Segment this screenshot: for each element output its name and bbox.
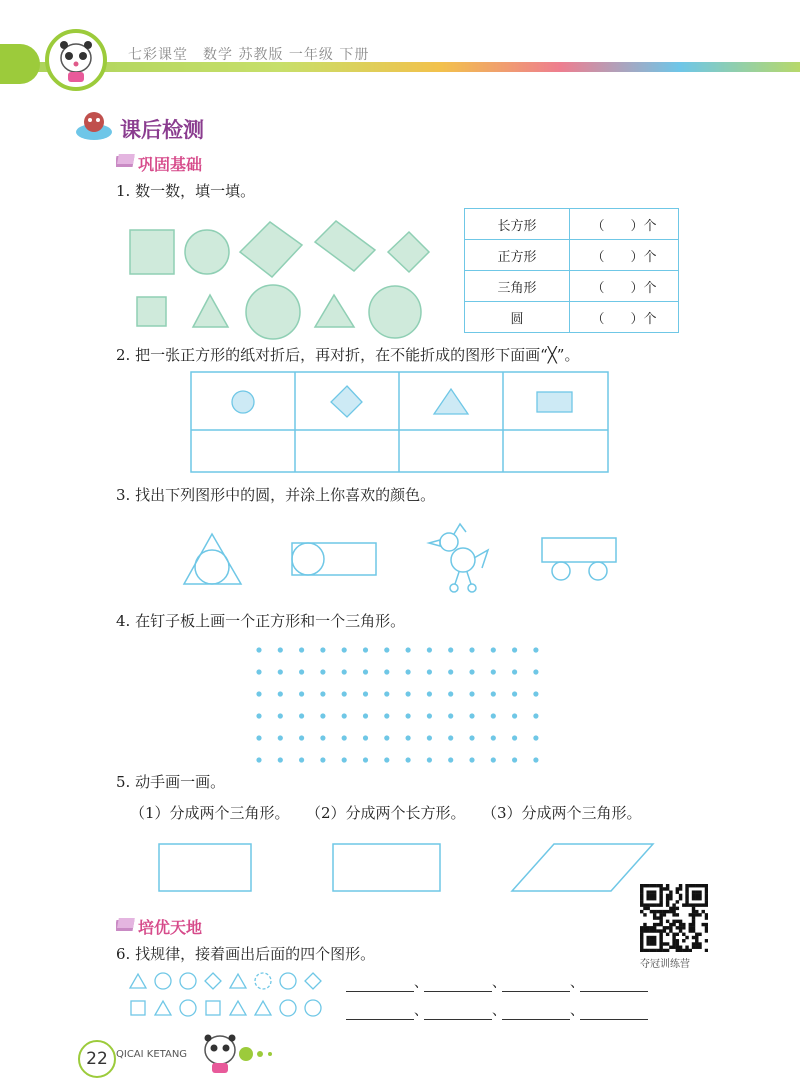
peg-dot[interactable] [533, 669, 538, 674]
peg-dot[interactable] [384, 647, 389, 652]
peg-dot[interactable] [512, 735, 517, 740]
option-triangle [434, 389, 468, 414]
peg-dot[interactable] [469, 713, 474, 718]
q3-figures[interactable] [170, 512, 630, 602]
peg-dot[interactable] [512, 691, 517, 696]
question-5: 5. 动手画一画。 [116, 773, 226, 791]
peg-dot[interactable] [278, 691, 283, 696]
peg-dot[interactable] [491, 735, 496, 740]
peg-dot[interactable] [256, 735, 261, 740]
shape-circle [246, 285, 300, 339]
q5-rectangle-1 [159, 844, 251, 891]
shape-rectangle-rotated [315, 221, 375, 271]
shape-triangle [193, 295, 228, 327]
peg-dot[interactable] [469, 691, 474, 696]
peg-dot[interactable] [320, 735, 325, 740]
peg-dot[interactable] [533, 713, 538, 718]
count-blank[interactable]: （ ）个 [570, 209, 679, 240]
peg-dot[interactable] [363, 647, 368, 652]
peg-dot[interactable] [448, 735, 453, 740]
shape-rectangle-rotated [240, 222, 302, 277]
answer-cell [504, 431, 607, 471]
option-rectangle [537, 392, 572, 412]
row-label: 圆 [465, 302, 570, 333]
peg-dot[interactable] [320, 669, 325, 674]
peg-dot[interactable] [384, 669, 389, 674]
peg-dot[interactable] [469, 669, 474, 674]
peg-dot[interactable] [469, 735, 474, 740]
shape-square-rotated [388, 232, 429, 272]
shape-square [137, 297, 166, 326]
header-color-bar [0, 62, 800, 72]
answer-cell [192, 431, 294, 471]
peg-dot[interactable] [491, 691, 496, 696]
peg-dot[interactable] [491, 669, 496, 674]
triangle-with-circle [184, 534, 241, 584]
peg-dot[interactable] [384, 735, 389, 740]
peg-dot[interactable] [448, 669, 453, 674]
table-row [465, 209, 679, 240]
peg-dot[interactable] [427, 735, 432, 740]
peg-dot[interactable] [342, 713, 347, 718]
peg-dot[interactable] [320, 713, 325, 718]
page-number: 22 [78, 1040, 116, 1078]
peg-dot[interactable] [299, 735, 304, 740]
rectangle-with-circle [292, 543, 376, 575]
mascot-monkey-icon [72, 108, 116, 144]
q6-answer-row-2[interactable]: 、 、 、 [346, 1000, 648, 1020]
shape-circle [369, 286, 421, 338]
peg-dot[interactable] [406, 669, 411, 674]
peg-dot[interactable] [320, 757, 325, 762]
peg-dot[interactable] [278, 757, 283, 762]
peg-dot[interactable] [384, 757, 389, 762]
peg-dot[interactable] [363, 757, 368, 762]
peg-dot[interactable] [469, 757, 474, 762]
peg-dot[interactable] [491, 757, 496, 762]
question-4: 4. 在钉子板上画一个正方形和一个三角形。 [116, 612, 406, 630]
peg-dot[interactable] [363, 713, 368, 718]
q5-rectangle-2 [333, 844, 440, 891]
row-label: 长方形 [465, 209, 570, 240]
peg-dot[interactable] [533, 735, 538, 740]
q5-part-1: （1）分成两个三角形。 [130, 804, 290, 822]
peg-dot[interactable] [406, 713, 411, 718]
peg-dot[interactable] [320, 691, 325, 696]
mascot-panda-icon [44, 28, 108, 92]
peg-dot[interactable] [491, 713, 496, 718]
peg-dot[interactable] [406, 735, 411, 740]
peg-dot[interactable] [342, 691, 347, 696]
q5-part-3: （3）分成两个三角形。 [482, 804, 642, 822]
qr-caption: 夺冠训练营 [640, 959, 690, 970]
peg-dot[interactable] [448, 691, 453, 696]
peg-dot[interactable] [427, 713, 432, 718]
peg-dot[interactable] [256, 691, 261, 696]
peg-dot[interactable] [278, 647, 283, 652]
answer-cell [400, 431, 502, 471]
book-icon [116, 917, 138, 933]
count-blank[interactable]: （ ）个 [570, 271, 679, 302]
peg-dot[interactable] [427, 691, 432, 696]
peg-dot[interactable] [256, 669, 261, 674]
peg-dot[interactable] [299, 757, 304, 762]
header-title: 七彩课堂 数学 苏教版 一年级 下册 [128, 47, 370, 63]
shape-triangle [315, 295, 354, 327]
cart-figure [542, 538, 616, 580]
option-circle [232, 391, 254, 413]
peg-dot[interactable] [256, 713, 261, 718]
peg-dot[interactable] [278, 735, 283, 740]
peg-dot[interactable] [469, 647, 474, 652]
mascot-panda-icon [196, 1026, 296, 1076]
peg-dot[interactable] [406, 691, 411, 696]
question-2: 2. 把一张正方形的纸对折后，再对折，在不能折成的图形下面画“╳”。 [116, 346, 580, 364]
peg-dot[interactable] [448, 647, 453, 652]
q2-grid [190, 371, 610, 474]
peg-dot[interactable] [512, 757, 517, 762]
table-row [465, 271, 679, 302]
peg-dot[interactable] [533, 647, 538, 652]
q5-shapes[interactable] [150, 838, 660, 898]
peg-dot[interactable] [533, 691, 538, 696]
q1-count-table [464, 208, 679, 333]
q1-shapes [120, 215, 440, 345]
peg-dot[interactable] [363, 669, 368, 674]
q5-parallelogram [512, 844, 653, 891]
header-tab [0, 44, 40, 84]
row-label: 三角形 [465, 271, 570, 302]
peg-dot[interactable] [299, 691, 304, 696]
peg-board[interactable] [248, 640, 553, 768]
peg-dot[interactable] [256, 757, 261, 762]
peg-dot[interactable] [448, 757, 453, 762]
peg-dot[interactable] [342, 647, 347, 652]
peg-dot[interactable] [512, 647, 517, 652]
peg-dot[interactable] [512, 669, 517, 674]
section-title: 课后检测 [120, 118, 204, 142]
footer-brand: QICAI KETANG [116, 1049, 188, 1060]
peg-dot[interactable] [406, 757, 411, 762]
peg-dot[interactable] [320, 647, 325, 652]
question-6: 6. 找规律，接着画出后面的四个图形。 [116, 945, 376, 963]
count-blank[interactable]: （ ）个 [570, 302, 679, 333]
peg-dot[interactable] [384, 713, 389, 718]
peg-dot[interactable] [491, 647, 496, 652]
row-label: 正方形 [465, 240, 570, 271]
peg-dot[interactable] [512, 713, 517, 718]
peg-dot[interactable] [342, 757, 347, 762]
peg-dot[interactable] [299, 647, 304, 652]
peg-dot[interactable] [278, 713, 283, 718]
bird-figure [429, 524, 488, 592]
peg-dot[interactable] [533, 757, 538, 762]
shape-circle [185, 230, 229, 274]
question-3: 3. 找出下列图形中的圆，并涂上你喜欢的颜色。 [116, 486, 436, 504]
peg-dot[interactable] [427, 669, 432, 674]
shape-square [130, 230, 174, 274]
table-row [465, 240, 679, 271]
option-diamond [331, 386, 362, 417]
subsection-title-advanced: 培优天地 [138, 918, 203, 937]
peg-dot[interactable] [256, 647, 261, 652]
peg-dot[interactable] [384, 691, 389, 696]
peg-dot[interactable] [427, 647, 432, 652]
table-row [465, 302, 679, 333]
peg-dot[interactable] [342, 735, 347, 740]
question-1: 1. 数一数，填一填。 [116, 182, 256, 200]
count-blank[interactable]: （ ）个 [570, 240, 679, 271]
q5-part-2: （2）分成两个长方形。 [306, 804, 466, 822]
peg-dot[interactable] [427, 757, 432, 762]
peg-dot[interactable] [342, 669, 347, 674]
q6-answer-row-1[interactable]: 、 、 、 [346, 972, 648, 992]
book-icon [116, 153, 138, 169]
q6-pattern [128, 970, 338, 1020]
peg-dot[interactable] [299, 713, 304, 718]
peg-dot[interactable] [363, 735, 368, 740]
peg-dot[interactable] [299, 669, 304, 674]
peg-dot[interactable] [448, 713, 453, 718]
peg-dot[interactable] [406, 647, 411, 652]
peg-dot[interactable] [363, 691, 368, 696]
subsection-title-basic: 巩固基础 [138, 155, 203, 174]
peg-dot[interactable] [278, 669, 283, 674]
qr-code-icon[interactable] [640, 884, 708, 952]
answer-cell [296, 431, 398, 471]
